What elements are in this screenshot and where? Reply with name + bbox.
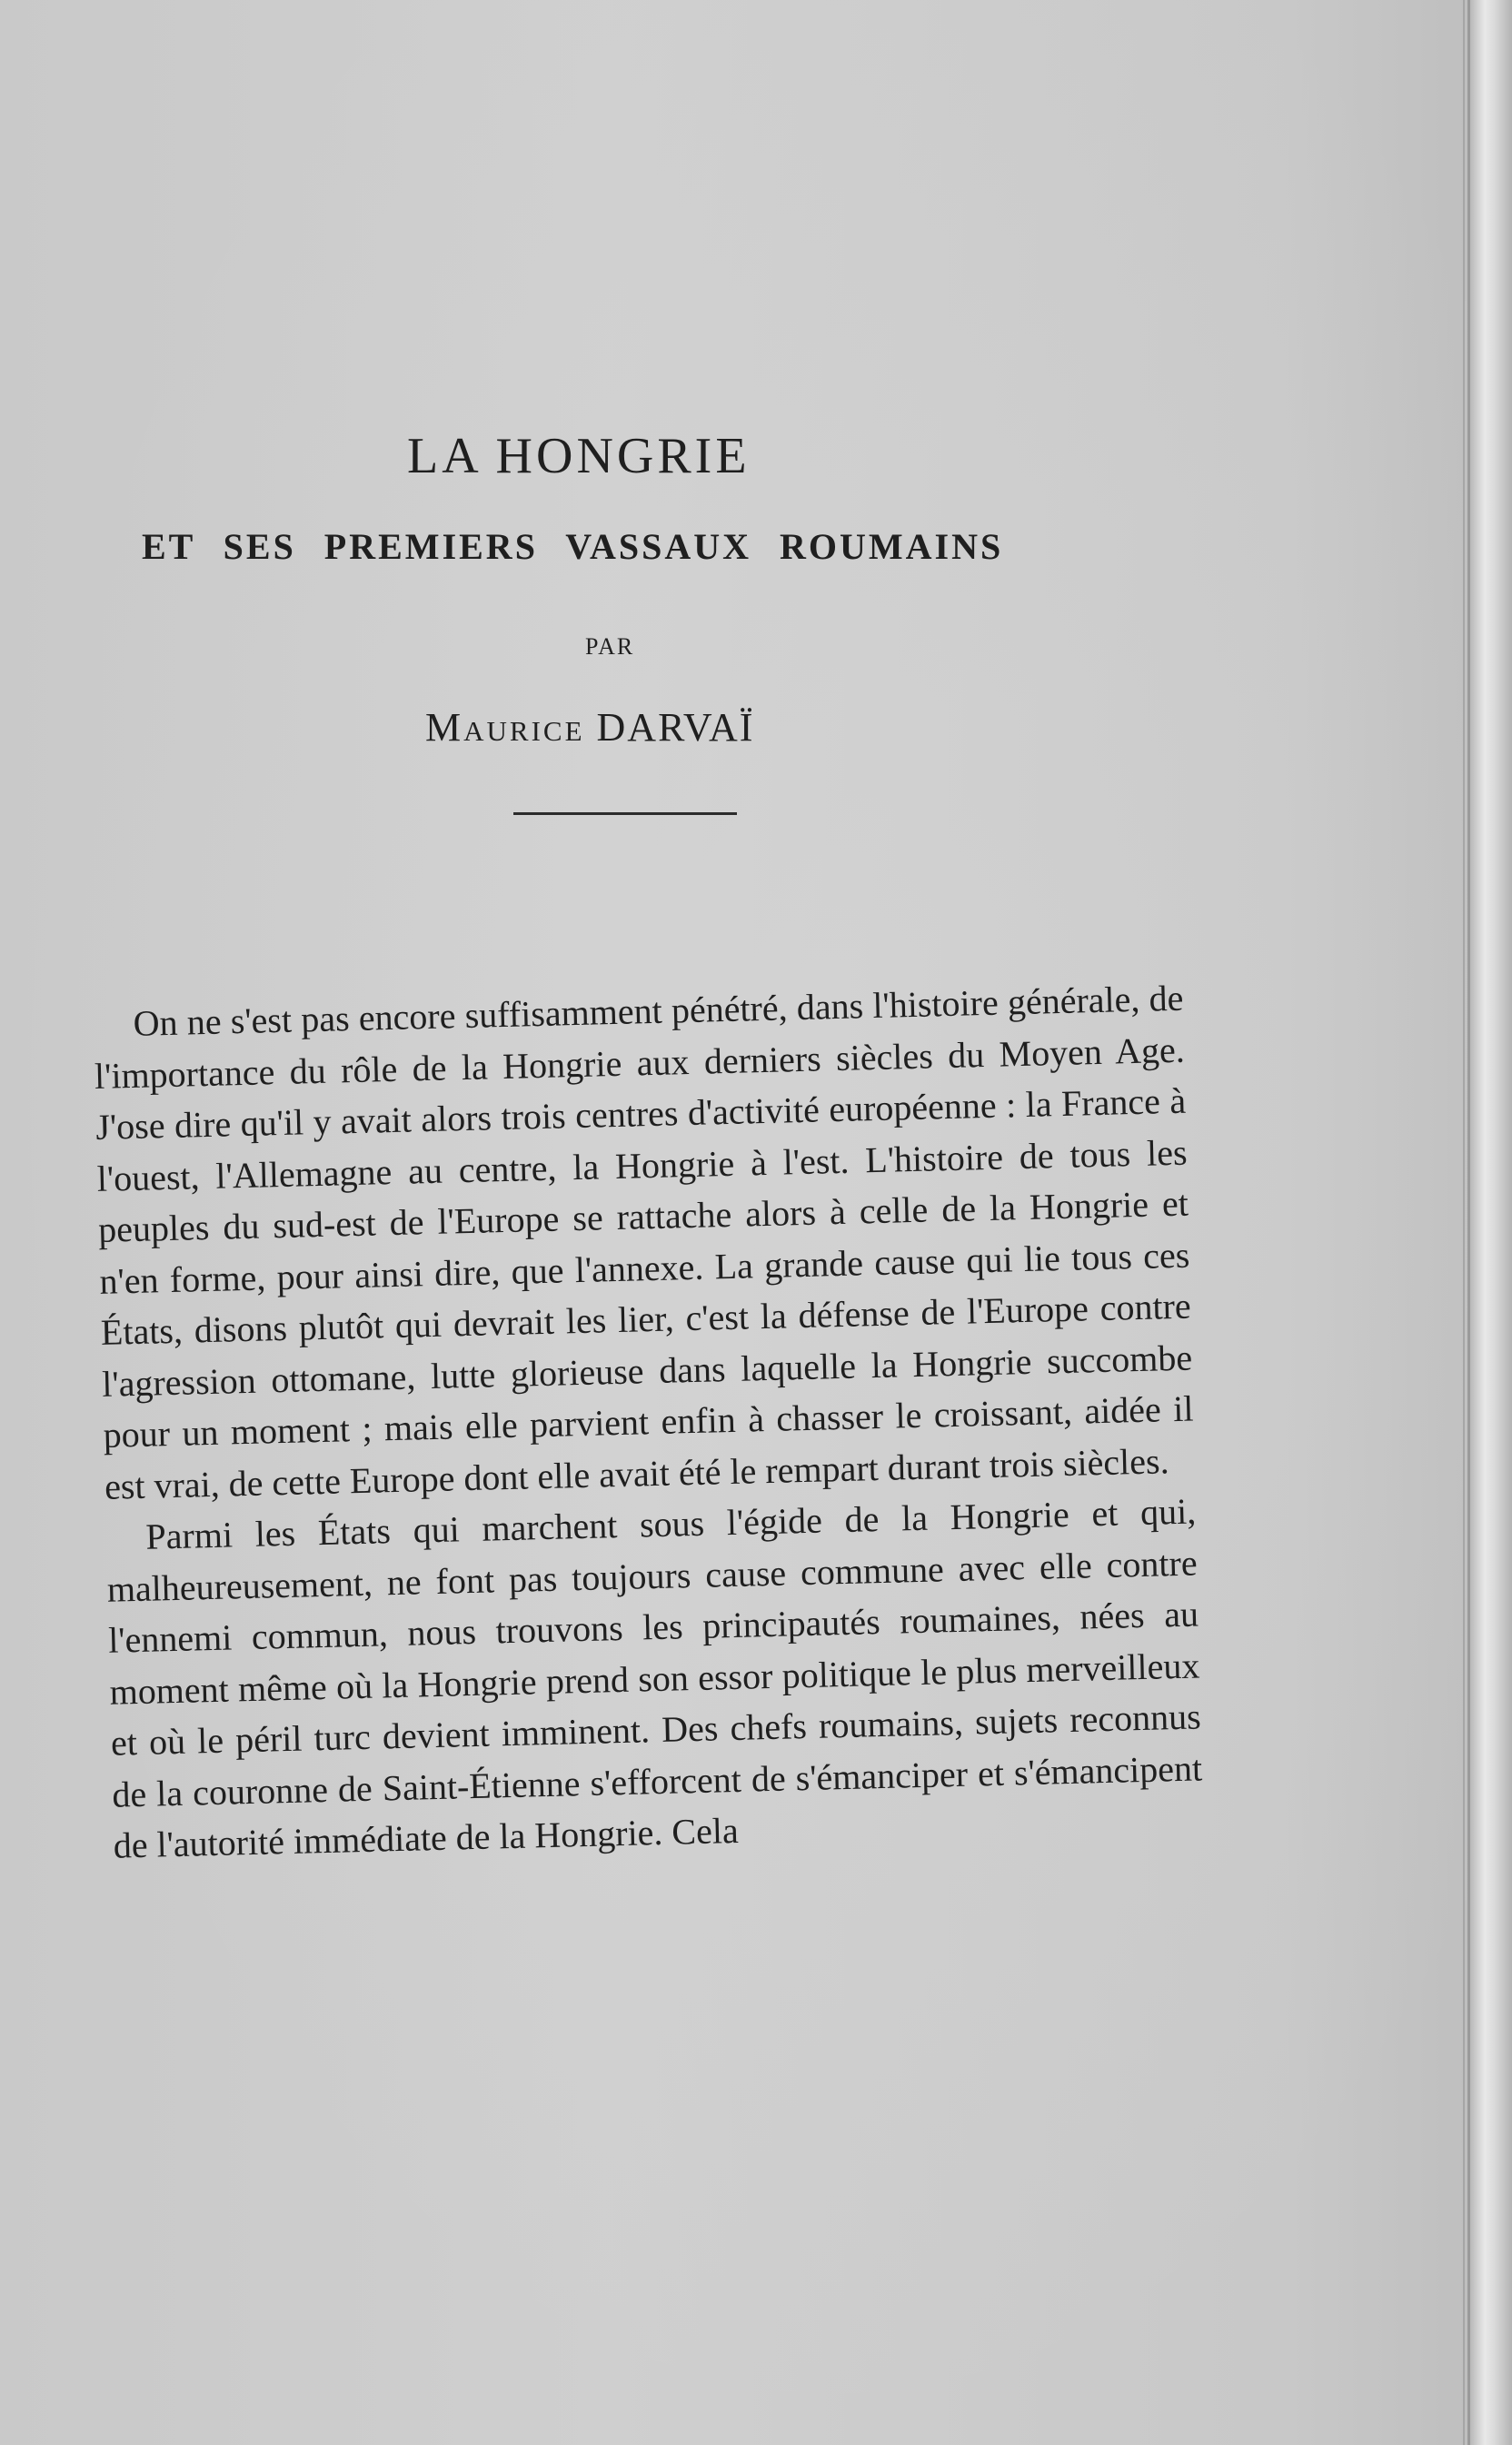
page-subtitle: ET SES PREMIERS VASSAUX ROUMAINS xyxy=(142,526,1004,567)
body-paragraph-1: On ne s'est pas encore suffisamment pénétré, dans l'histoire générale, de l'importance du rôle de la Hongrie aux derniers siècles du Moyen Age. J'ose dire qu'il y avait alors trois centres d'activité européenne : la France à l'ouest, l'Allemagne au centre, la Hongrie à l'est. L'histoire de tous les peuples du sud-est de l'Europe se rattache alors à celle de la Hongrie et n'en forme, pour ainsi dire, que l'annexe. La grande cause qui lie tous ces États, disons plutôt qui devrait les lier, c'est la défense de l'Europe contre l'agression ottomane, lutte glorieuse dans laquelle la Hongrie succombe pour un moment ; mais elle parvient enfin à chasser le croissant, aidée il est vrai, de cette Europe dont elle avait été le rempart durant trois siècles. xyxy=(94,977,1194,1507)
body-text xyxy=(93,973,1204,1873)
page-title: LA HONGRIE xyxy=(407,428,751,484)
author-name xyxy=(425,704,754,750)
byline-label: PAR xyxy=(585,633,635,660)
body-paragraph-2: Parmi les États qui marchent sous l'égide de la Hongrie et qui, malheureusement, ne font pas toujours cause commune avec elle contre l'ennemi commun, nous trouvons les principautés roumaines, nées au moment même où la Hongrie prend son essor politique le plus merveilleux et où le péril turc devient imminent. Des chefs roumains, sujets reconnus de la couronne de Saint-Étienne s'efforcent de s'émanciper et s'émancipent de l'autorité immédiate de la Hongrie. Cela xyxy=(106,1490,1203,1866)
page-binding-edge xyxy=(1467,0,1512,2445)
title-divider xyxy=(513,812,737,815)
author-last-name: DARVAÏ xyxy=(596,705,755,750)
binding-edge-line xyxy=(1463,0,1465,2445)
author-first-name: Maurice xyxy=(425,705,585,750)
